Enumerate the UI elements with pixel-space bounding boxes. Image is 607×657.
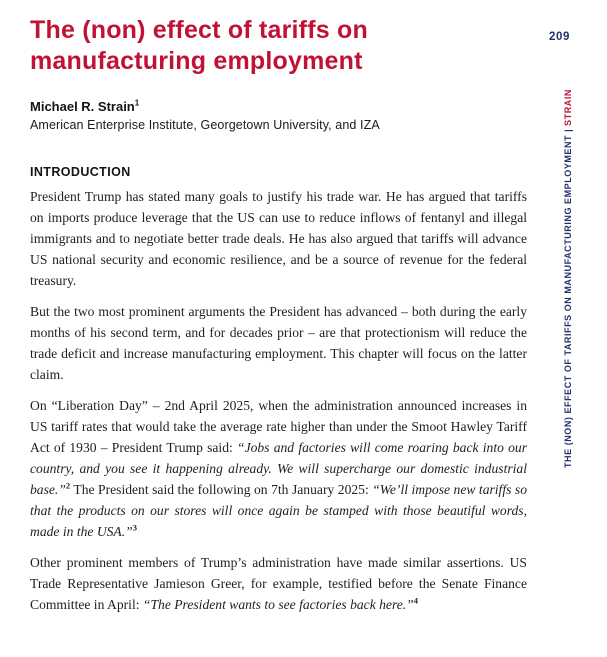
quote-text: “We’ll impose new tariffs so that the products on our stores will once again be stamped with those beautiful words, made in the USA.” <box>30 482 527 539</box>
page-title <box>30 15 535 77</box>
body-text: The President said the following on 7th January 2025: <box>70 482 373 497</box>
paragraph <box>30 186 527 291</box>
footnote-marker: 4 <box>413 595 418 606</box>
paragraph <box>30 552 527 615</box>
body-text: Other prominent members of Trump’s administration have made similar assertions. US Trade Representative Jamieson Greer, for example, testified before the Senate Finance Committee in April: <box>30 555 527 612</box>
author-name <box>30 99 139 114</box>
body-text: President Trump has stated many goals to justify his trade war. He has argued that tariffs on imports produce leverage that the US can use to reduce inflows of fentanyl and illegal immigrants and to negotiate better trade deals. He has also argued that tariffs will advance US national security and economic resilience, and be a source of revenue for the federal treasury. <box>30 189 527 288</box>
body-text: On “Liberation Day” – 2nd April 2025, when the administration announced increases in US tariff rates that would take the average rate higher than under the Smoot Hawley Tariff Act of 1930 – President Trump said: <box>30 398 527 455</box>
quote-text: “The President wants to see factories back here.” <box>142 597 414 612</box>
running-head-author: STRAIN <box>563 89 573 126</box>
running-head-title: THE (NON) EFFECT OF TARIFFS ON MANUFACTURING EMPLOYMENT <box>563 134 573 468</box>
section-heading: INTRODUCTION <box>30 165 131 179</box>
page-number: 209 <box>549 31 570 43</box>
footnote-marker: 2 <box>65 480 71 491</box>
article-body <box>30 186 527 625</box>
page-title-line-1: The (non) effect of tariffs on <box>30 16 368 44</box>
quote-text: “Jobs and factories will come roaring back into our country, and you see it happening already. We will supercharge our domestic industrial base.” <box>30 440 528 497</box>
paragraph <box>30 301 527 385</box>
page-title-line-2: manufacturing employment <box>30 47 363 75</box>
footnote-marker: 3 <box>132 522 137 533</box>
author-footnote-marker: 1 <box>134 98 140 108</box>
running-head-separator: | <box>563 128 573 132</box>
body-text: But the two most prominent arguments the President has advanced – both during the early months of his second term, and for decades prior – are that protectionism will reduce the trade deficit and increase manufacturing employment. This chapter will focus on the latter claim. <box>30 304 527 382</box>
author-affiliation: American Enterprise Institute, Georgetown University, and IZA <box>30 118 380 132</box>
paragraph <box>30 395 527 542</box>
running-head <box>563 89 573 468</box>
author-name-text: Michael R. Strain <box>30 99 135 114</box>
